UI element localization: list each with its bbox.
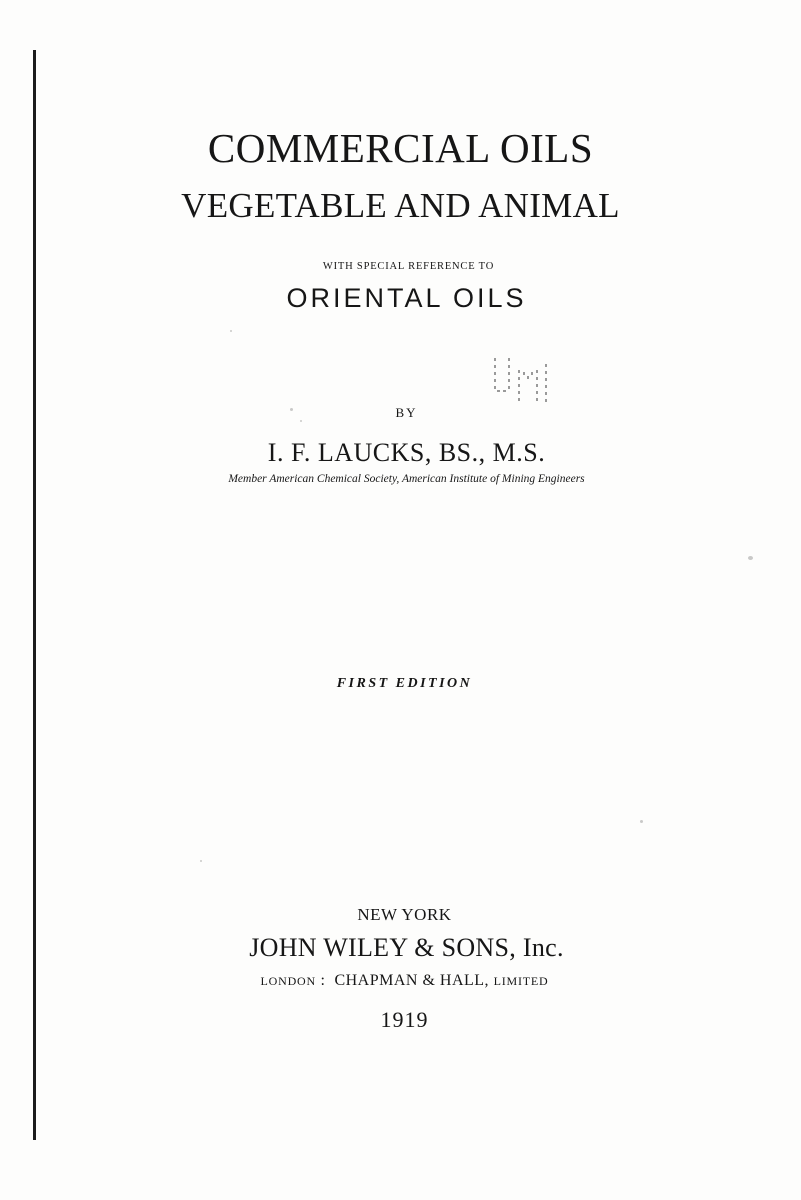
subtitle-small: WITH SPECIAL REFERENCE TO	[322, 261, 495, 272]
library-stamp	[492, 356, 558, 408]
subtitle-large: ORIENTAL OILS	[286, 283, 527, 313]
title-line-2: VEGETABLE AND ANIMAL	[181, 186, 620, 225]
paper-speck	[300, 420, 302, 422]
london-separator: :	[320, 972, 326, 989]
paper-speck	[748, 556, 753, 560]
publisher-city: NEW YORK	[357, 905, 452, 924]
london-label: LONDON	[260, 974, 316, 988]
edition-label: FIRST EDITION	[336, 676, 473, 691]
london-publisher: CHAPMAN & HALL,	[334, 972, 490, 989]
publication-year: 1919	[380, 1007, 429, 1032]
london-imprint	[4, 972, 801, 990]
publisher-name: JOHN WILEY & SONS, Inc.	[249, 933, 564, 962]
author-name: I. F. LAUCKS, BS., M.S.	[267, 438, 546, 467]
paper-speck	[290, 408, 293, 411]
title-line-1: COMMERCIAL OILS	[207, 125, 594, 171]
paper-speck	[200, 860, 202, 862]
london-suffix: LIMITED	[493, 974, 549, 988]
author-affiliation: Member American Chemical Society, American Institute of Mining Engineers	[228, 473, 585, 485]
paper-speck	[230, 330, 232, 332]
by-line: BY	[395, 405, 418, 420]
paper-speck	[640, 820, 643, 823]
